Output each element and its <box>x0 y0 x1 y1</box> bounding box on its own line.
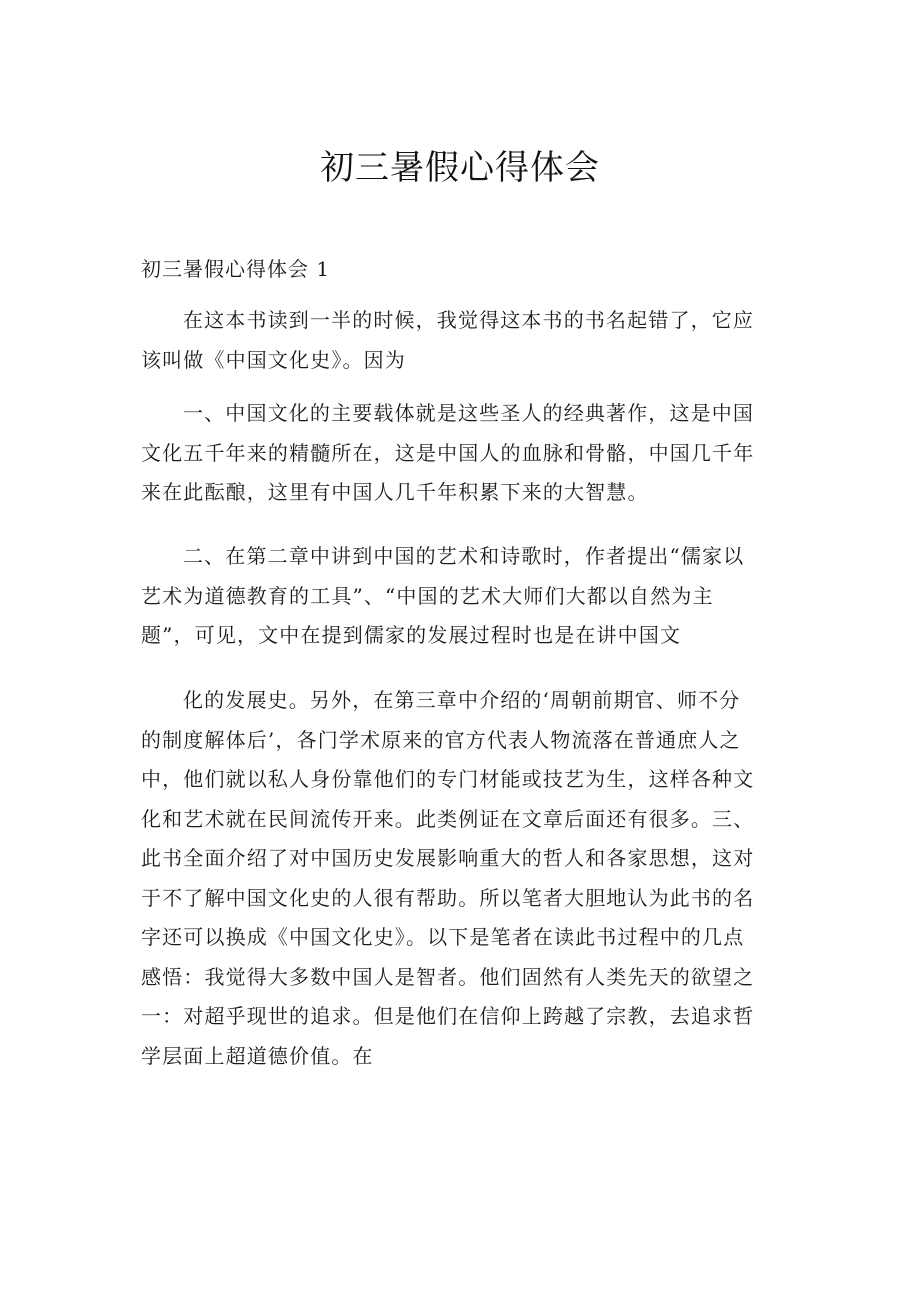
paragraph-line: 字还可以换成《中国文化史》。以下是笔者在读此书过程中的几点 <box>141 925 745 949</box>
paragraph-1 <box>141 301 781 380</box>
paragraph-line: 题”，可见，文中在提到儒家的发展过程时也是在讲中国文 <box>141 623 682 647</box>
paragraph-4 <box>141 681 781 1076</box>
paragraph-line: 在这本书读到一半的时候，我觉得这本书的书名起错了，它应 <box>183 308 755 332</box>
paragraph-3 <box>141 537 781 656</box>
paragraph-2 <box>141 394 781 513</box>
paragraph-line: 化和艺术就在民间流传开来。此类例证在文章后面还有很多。三、 <box>141 806 755 831</box>
paragraph-line: 中，他们就以私人身份靠他们的专门材能或技艺为生，这样各种文 <box>141 767 755 791</box>
paragraph-line: 一：对超乎现世的追求。但是他们在信仰上跨越了宗教，去追求哲 <box>141 1004 755 1028</box>
paragraph-line: 二、在第二章中讲到中国的艺术和诗歌时，作者提出“儒家以 <box>183 544 745 568</box>
paragraph-line: 文化五千年来的精髓所在，这是中国人的血脉和骨骼，中国几千年 <box>141 440 755 465</box>
document-title: 初三暑假心得体会 <box>320 148 600 188</box>
paragraph-line: 此书全面介绍了对中国历史发展影响重大的哲人和各家思想，这对 <box>141 846 755 870</box>
paragraph-line: 来在此酝酿，这里有中国人几千年积累下来的大智慧。 <box>141 480 649 504</box>
paragraph-line: 一、中国文化的主要载体就是这些圣人的经典著作，这是中国 <box>183 401 755 425</box>
section-heading: 初三暑假心得体会 1 <box>141 257 331 281</box>
paragraph-line: 化的发展史。另外，在第三章中介绍的‘周朝前期官、师不分 <box>183 688 741 712</box>
paragraph-line: 的制度解体后’，各门学术原来的官方代表人物流落在普通庶人之 <box>141 727 741 752</box>
paragraph-line: 艺术为道德教育的工具”、“中国的艺术大师们大都以自然为主 <box>141 583 714 608</box>
paragraph-line: 该叫做《中国文化史》。因为 <box>141 347 406 372</box>
paragraph-line: 于不了解中国文化史的人很有帮助。所以笔者大胆地认为此书的名 <box>141 885 755 910</box>
paragraph-line: 学层面上超道德价值。在 <box>141 1043 374 1068</box>
paragraph-line: 感悟：我觉得大多数中国人是智者。他们固然有人类先天的欲望之 <box>141 964 755 989</box>
